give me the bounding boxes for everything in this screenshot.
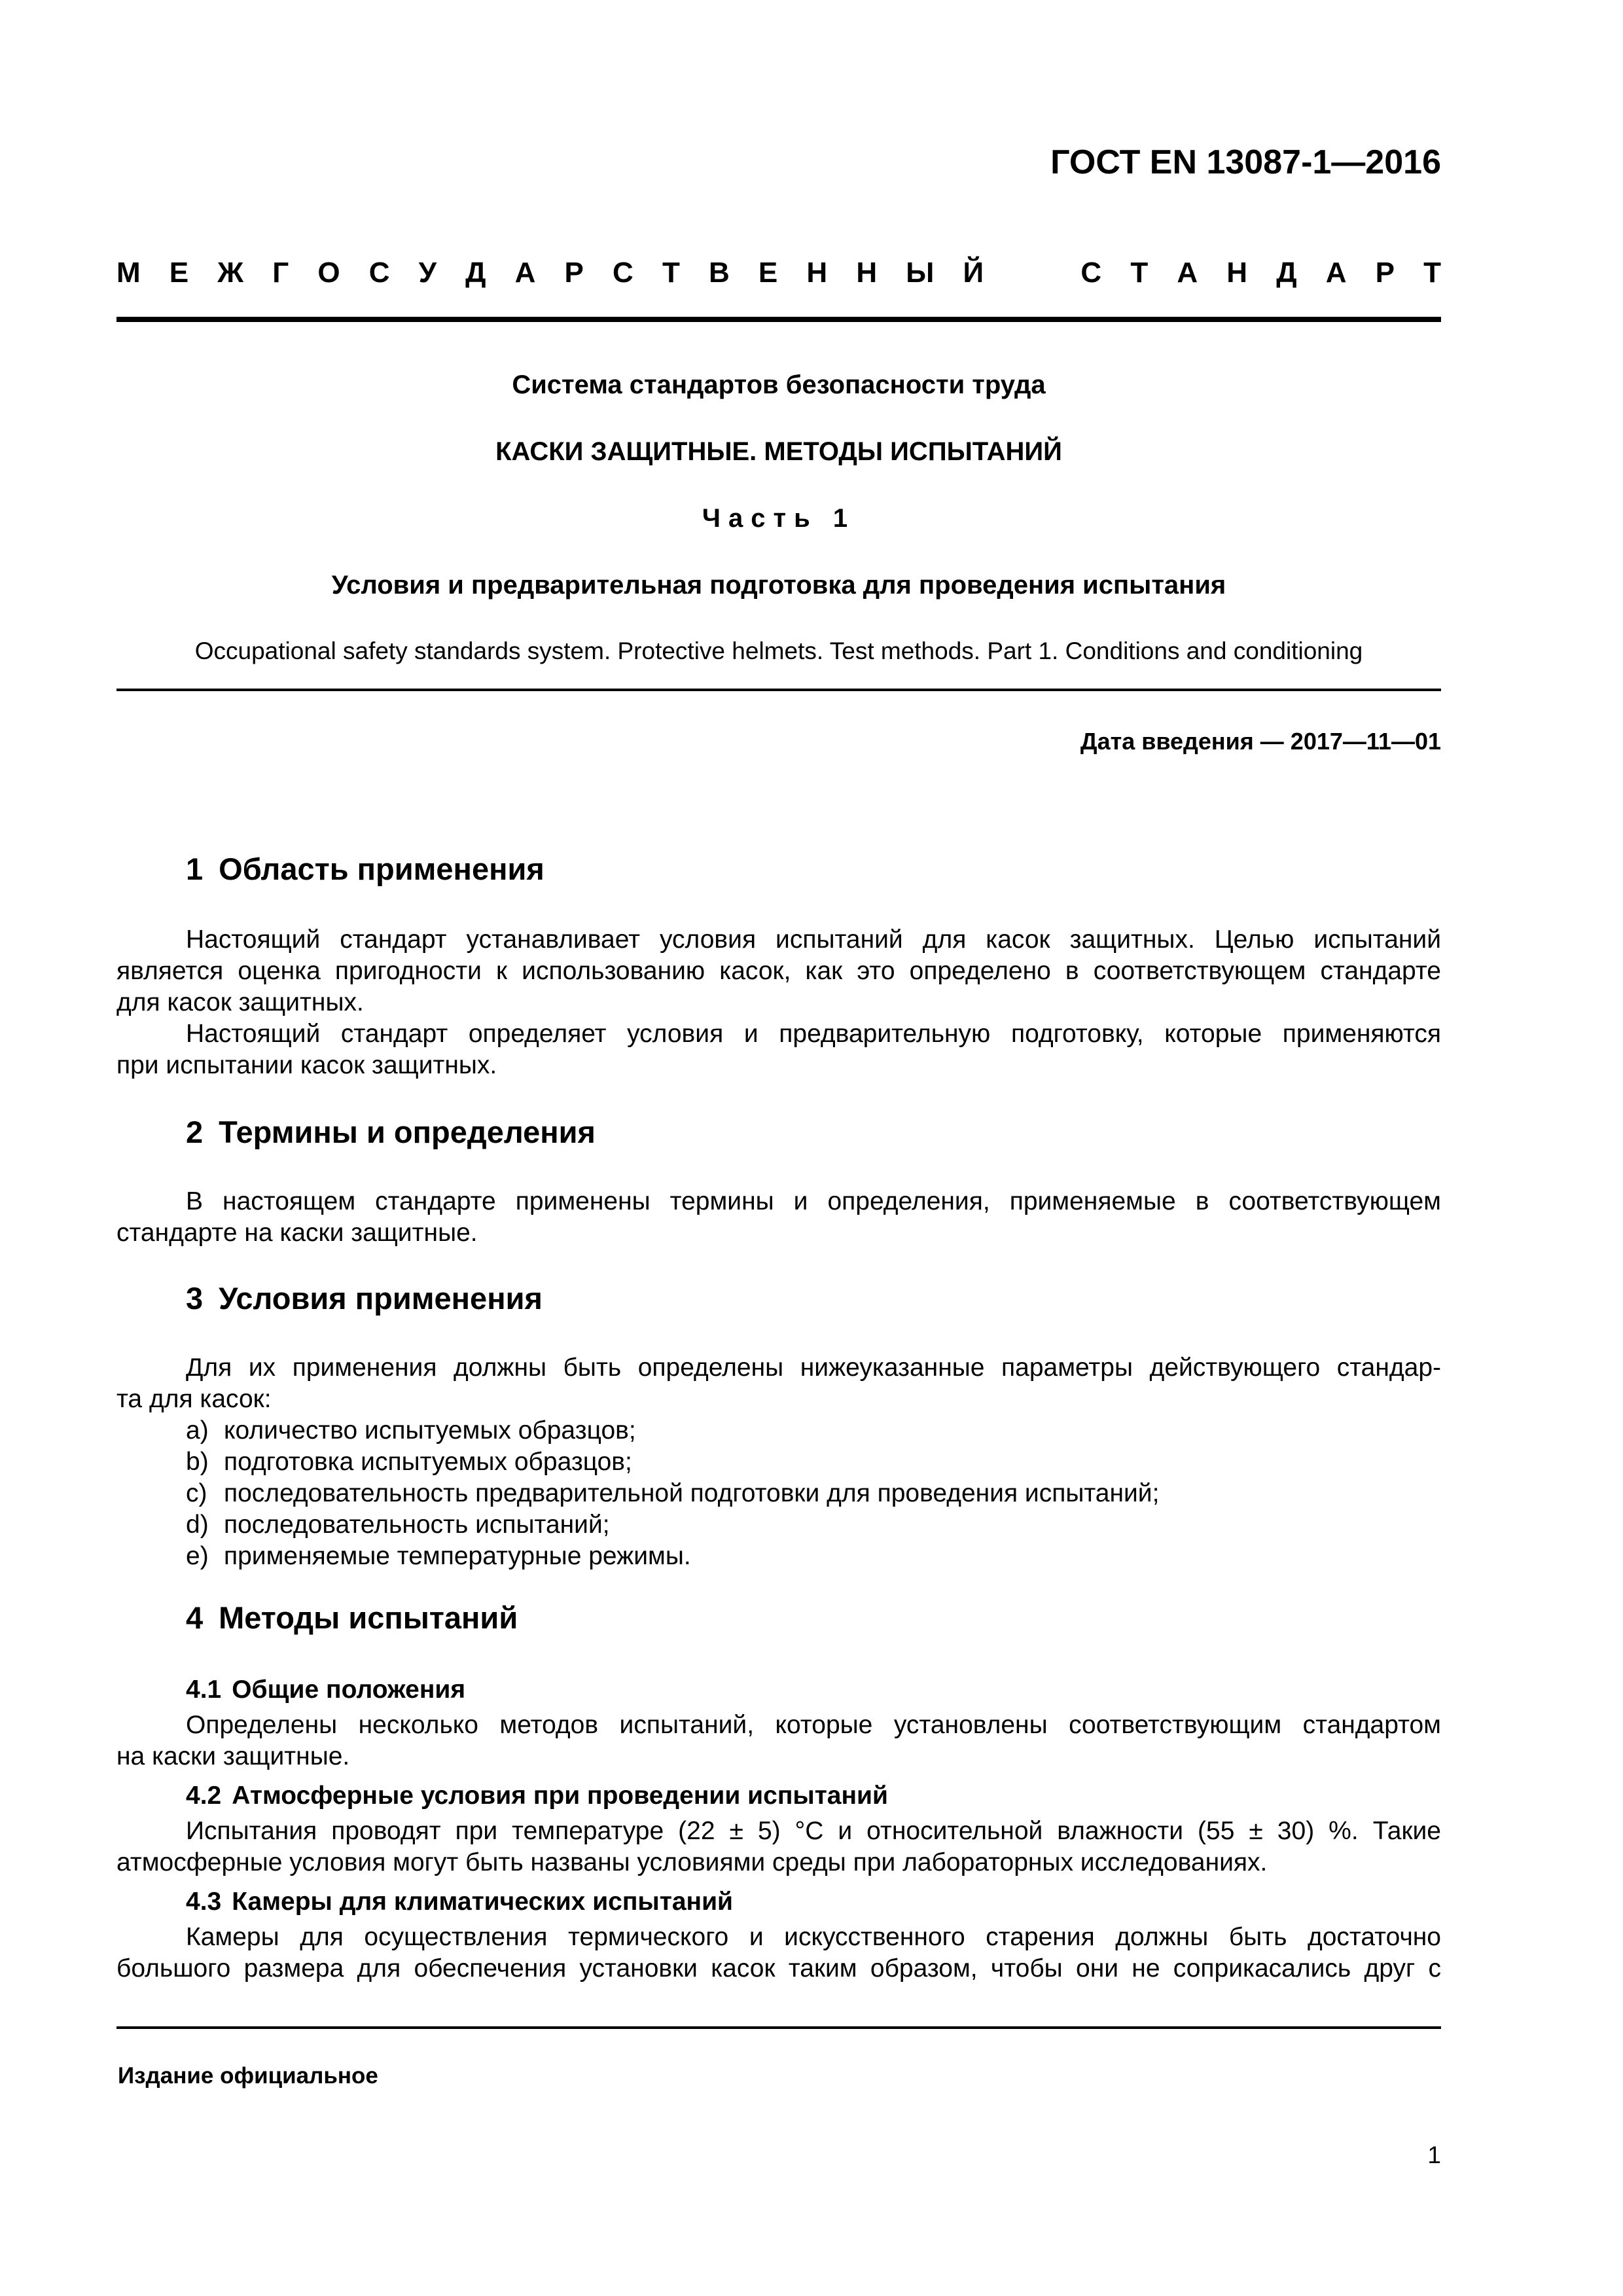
banner-letter: А: [1177, 257, 1198, 289]
section-title: Термины и определения: [219, 1115, 596, 1149]
banner-letter: Е: [169, 257, 189, 289]
banner-word-gap: [1012, 257, 1052, 289]
section-title: Область применения: [219, 852, 544, 886]
text-line: большого размера для обеспечения установки касок таким образом, чтобы они не соприкасались друг с: [116, 1954, 1441, 1982]
banner-letter: Д: [465, 257, 486, 289]
text-line: атмосферные условия могут быть названы условиями среды при лабораторных исследованиях.: [116, 1848, 1268, 1876]
subsection-number: 4.3: [186, 1888, 222, 1916]
part-title: Часть 1: [702, 504, 856, 533]
banner-letter: Е: [758, 257, 778, 289]
banner-letter: Р: [1375, 257, 1395, 289]
banner-letter: А: [1325, 257, 1347, 289]
list-item-text: применяемые температурные режимы.: [224, 1542, 691, 1570]
list-item: [186, 1541, 1159, 1572]
subsection-heading: [186, 1782, 888, 1810]
text-line: является оценка пригодности к использованию касок, как это определено в соответствующем стандарте: [116, 957, 1441, 985]
banner-letter: А: [514, 257, 536, 289]
paragraph: [116, 1352, 1441, 1415]
section-number: 2: [186, 1115, 204, 1149]
section-heading: [186, 1600, 518, 1636]
subsection-number: 4.2: [186, 1782, 222, 1810]
section-number: 3: [186, 1281, 204, 1316]
banner-letter: Ж: [217, 257, 244, 289]
banner-letter: Й: [963, 257, 984, 289]
banner-letter: М: [116, 257, 141, 289]
text-line: Для их применения должны быть определены нижеуказанные параметры действующего стандар-: [186, 1354, 1441, 1382]
text-line: Испытания проводят при температуре (22 ± 5) °С и относительной влажности (55 ± 30) %. Такие: [186, 1817, 1441, 1845]
banner-letter: Н: [806, 257, 828, 289]
document-page: [116, 0, 1441, 2296]
banner-letter: В: [709, 257, 730, 289]
footer-divider: [116, 2026, 1441, 2029]
paragraph: [116, 1922, 1441, 1984]
list-item: [186, 1478, 1159, 1509]
list-item-text: последовательность испытаний;: [224, 1511, 610, 1539]
section-number: 4: [186, 1600, 204, 1635]
banner-letter: Г: [272, 257, 289, 289]
list-marker: d): [186, 1511, 209, 1539]
subsection-number: 4.1: [186, 1676, 222, 1704]
paragraph: [116, 1186, 1441, 1249]
section-number: 1: [186, 852, 204, 886]
section-title: Методы испытаний: [219, 1600, 518, 1635]
paragraph: [116, 1710, 1441, 1772]
text-line: при испытании касок защитных.: [116, 1051, 497, 1079]
parameter-list: [186, 1415, 1159, 1572]
banner-letter: Н: [1226, 257, 1248, 289]
text-line: та для касок:: [116, 1385, 272, 1413]
text-line: Настоящий стандарт устанавливает условия испытаний для касок защитных. Целью испытаний: [186, 925, 1441, 954]
title-divider: [116, 689, 1441, 691]
official-edition-label: Издание официальное: [118, 2063, 378, 2089]
list-marker: a): [186, 1416, 209, 1444]
banner-letter: Т: [662, 257, 680, 289]
banner-letter: Ы: [906, 257, 935, 289]
banner-letter: Т: [1130, 257, 1149, 289]
list-marker: c): [186, 1479, 207, 1507]
subtitle: Условия и предварительная подготовка для проведения испытания: [331, 571, 1226, 600]
interstate-standard-banner: [116, 257, 1441, 289]
header-divider: [116, 317, 1441, 322]
list-marker: b): [186, 1448, 209, 1476]
banner-letter: У: [418, 257, 437, 289]
banner-letter: С: [613, 257, 633, 289]
banner-letter: С: [368, 257, 390, 289]
subsection-title: Камеры для климатических испытаний: [232, 1888, 734, 1916]
text-line: Камеры для осуществления термического и искусственного старения должны быть достаточно: [186, 1923, 1441, 1951]
list-item-text: количество испытуемых образцов;: [224, 1416, 636, 1444]
paragraph: [116, 1816, 1441, 1878]
text-line: Определены несколько методов испытаний, которые установлены соответствующим стандартом: [186, 1711, 1441, 1739]
section-heading: [186, 1280, 543, 1316]
banner-letter: Р: [564, 257, 584, 289]
subsection-title: Атмосферные условия при проведении испытаний: [232, 1782, 889, 1810]
text-line: В настоящем стандарте применены термины и определения, применяемые в соответствующем: [186, 1187, 1441, 1215]
main-title: КАСКИ ЗАЩИТНЫЕ. МЕТОДЫ ИСПЫТАНИЙ: [495, 437, 1062, 466]
english-title: Occupational safety standards system. Protective helmets. Test methods. Part 1. Conditions and conditioning: [194, 637, 1363, 664]
banner-letter: О: [317, 257, 340, 289]
list-item: [186, 1509, 1159, 1541]
paragraph: [116, 924, 1441, 1081]
section-heading: [186, 851, 544, 887]
section-heading: [186, 1114, 596, 1150]
list-item: [186, 1446, 1159, 1478]
subsection-heading: [186, 1888, 733, 1916]
list-item: [186, 1415, 1159, 1446]
list-item-text: последовательность предварительной подготовки для проведения испытаний;: [224, 1479, 1160, 1507]
standards-system-title: Система стандартов безопасности труда: [512, 370, 1046, 399]
text-line: на каски защитные.: [116, 1742, 350, 1770]
text-line: для касок защитных.: [116, 988, 364, 1016]
text-line: Настоящий стандарт определяет условия и предварительную подготовку, которые применяются: [186, 1020, 1441, 1048]
banner-letter: Н: [856, 257, 878, 289]
standard-code: ГОСТ EN 13087-1—2016: [1050, 143, 1441, 181]
banner-letter: С: [1080, 257, 1102, 289]
page-number: 1: [1427, 2142, 1441, 2168]
subsection-heading: [186, 1676, 465, 1704]
text-line: стандарте на каски защитные.: [116, 1219, 478, 1247]
list-marker: e): [186, 1542, 209, 1570]
subsection-title: Общие положения: [232, 1676, 466, 1704]
section-title: Условия применения: [219, 1281, 543, 1316]
introduction-date: Дата введения — 2017—11—01: [1080, 728, 1441, 755]
banner-letter: Д: [1276, 257, 1297, 289]
banner-letter: Т: [1423, 257, 1441, 289]
list-item-text: подготовка испытуемых образцов;: [224, 1448, 632, 1476]
